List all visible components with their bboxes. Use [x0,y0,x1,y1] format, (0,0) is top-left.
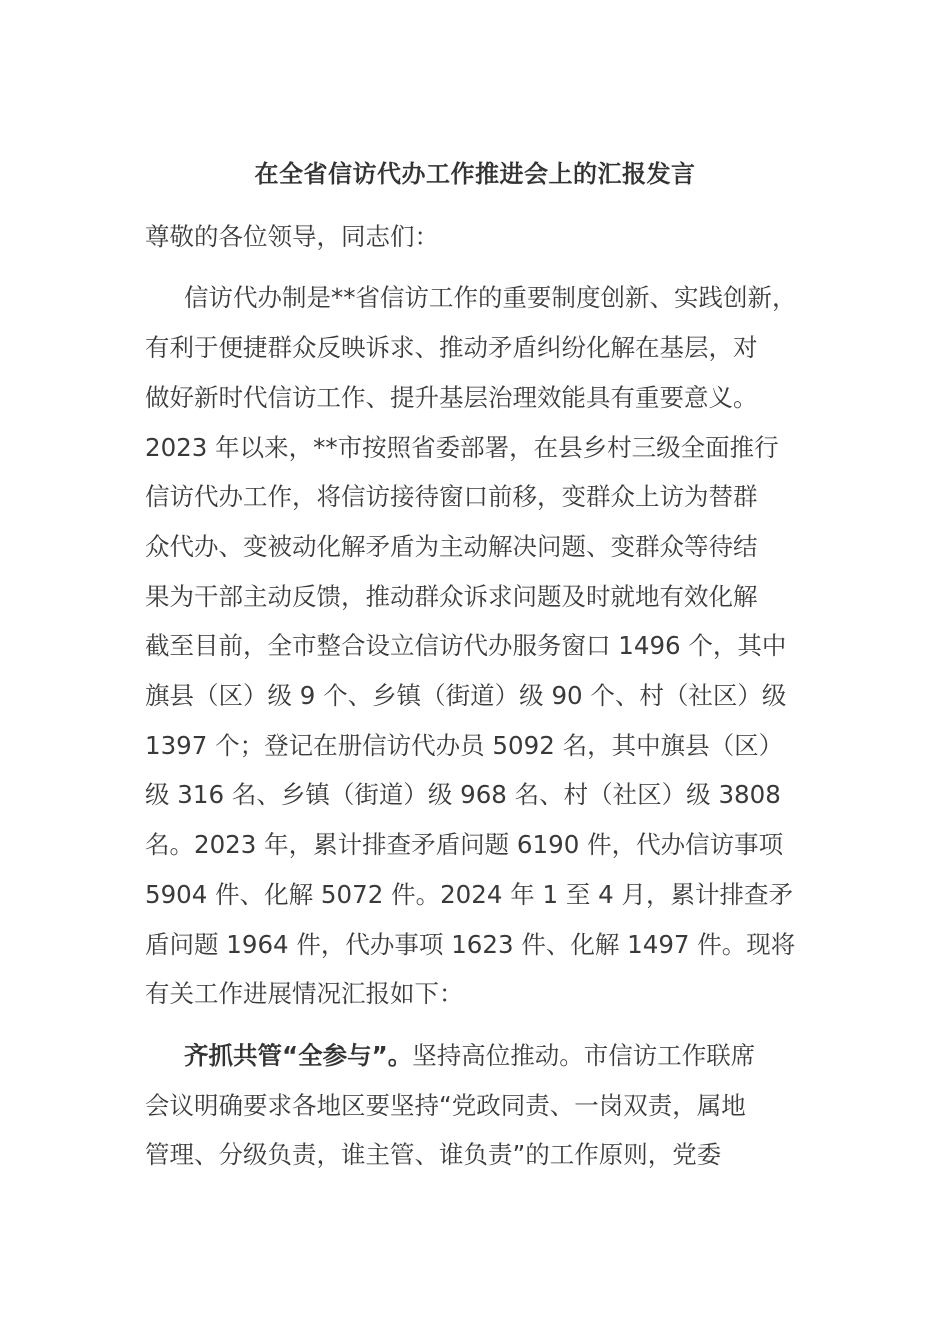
paragraph-line: 1397 个；登记在册信访代办员 5092 名，其中旗县（区） [145,731,784,760]
paragraph-line: 会议明确要求各地区要坚持“党政同责、一岗双责，属地 [145,1091,746,1120]
paragraph-line: 5904 件、化解 5072 件。2024 年 1 至 4 月，累计排查矛 [145,880,794,909]
paragraph-line: 众代办、变被动化解矛盾为主动解决问题、变群众等待结 [145,532,758,561]
salutation: 尊敬的各位领导，同志们： [145,222,439,251]
paragraph-line: 信访代办制是**省信访工作的重要制度创新、实践创新， [184,283,797,312]
paragraph-line: 做好新时代信访工作、提升基层治理效能具有重要意义。 [145,383,758,412]
paragraph-line: 截至目前，全市整合设立信访代办服务窗口 1496 个，其中 [145,631,787,660]
paragraph-line: 级 316 名、乡镇（街道）级 968 名、村（社区）级 3808 [145,780,781,809]
document-title: 在全省信访代办工作推进会上的汇报发言 [254,160,696,188]
paragraph-line: 有关工作进展情况汇报如下： [145,979,464,1008]
paragraph-line: 旗县（区）级 9 个、乡镇（街道）级 90 个、村（社区）级 [145,681,787,710]
paragraph-line: 2023 年以来，**市按照省委部署，在县乡村三级全面推行 [145,433,779,462]
section-text: 坚持高位推动。市信访工作联席 [412,1041,756,1070]
paragraph-line: 管理、分级负责，谁主管、谁负责”的工作原则，党委 [145,1140,722,1169]
paragraph-line: 名。2023 年，累计排查矛盾问题 6190 件，代办信访事项 [145,830,784,859]
paragraph-line: 信访代办工作，将信访接待窗口前移，变群众上访为替群 [145,482,758,511]
section-first-line [184,1038,755,1074]
paragraph-line: 果为干部主动反馈，推动群众诉求问题及时就地有效化解 [145,582,758,611]
section-heading: 齐抓共管“全参与”。 [184,1041,413,1070]
paragraph-line: 有利于便捷群众反映诉求、推动矛盾纠纷化解在基层，对 [145,333,758,362]
paragraph-line: 盾问题 1964 件，代办事项 1623 件、化解 1497 件。现将 [145,930,796,959]
